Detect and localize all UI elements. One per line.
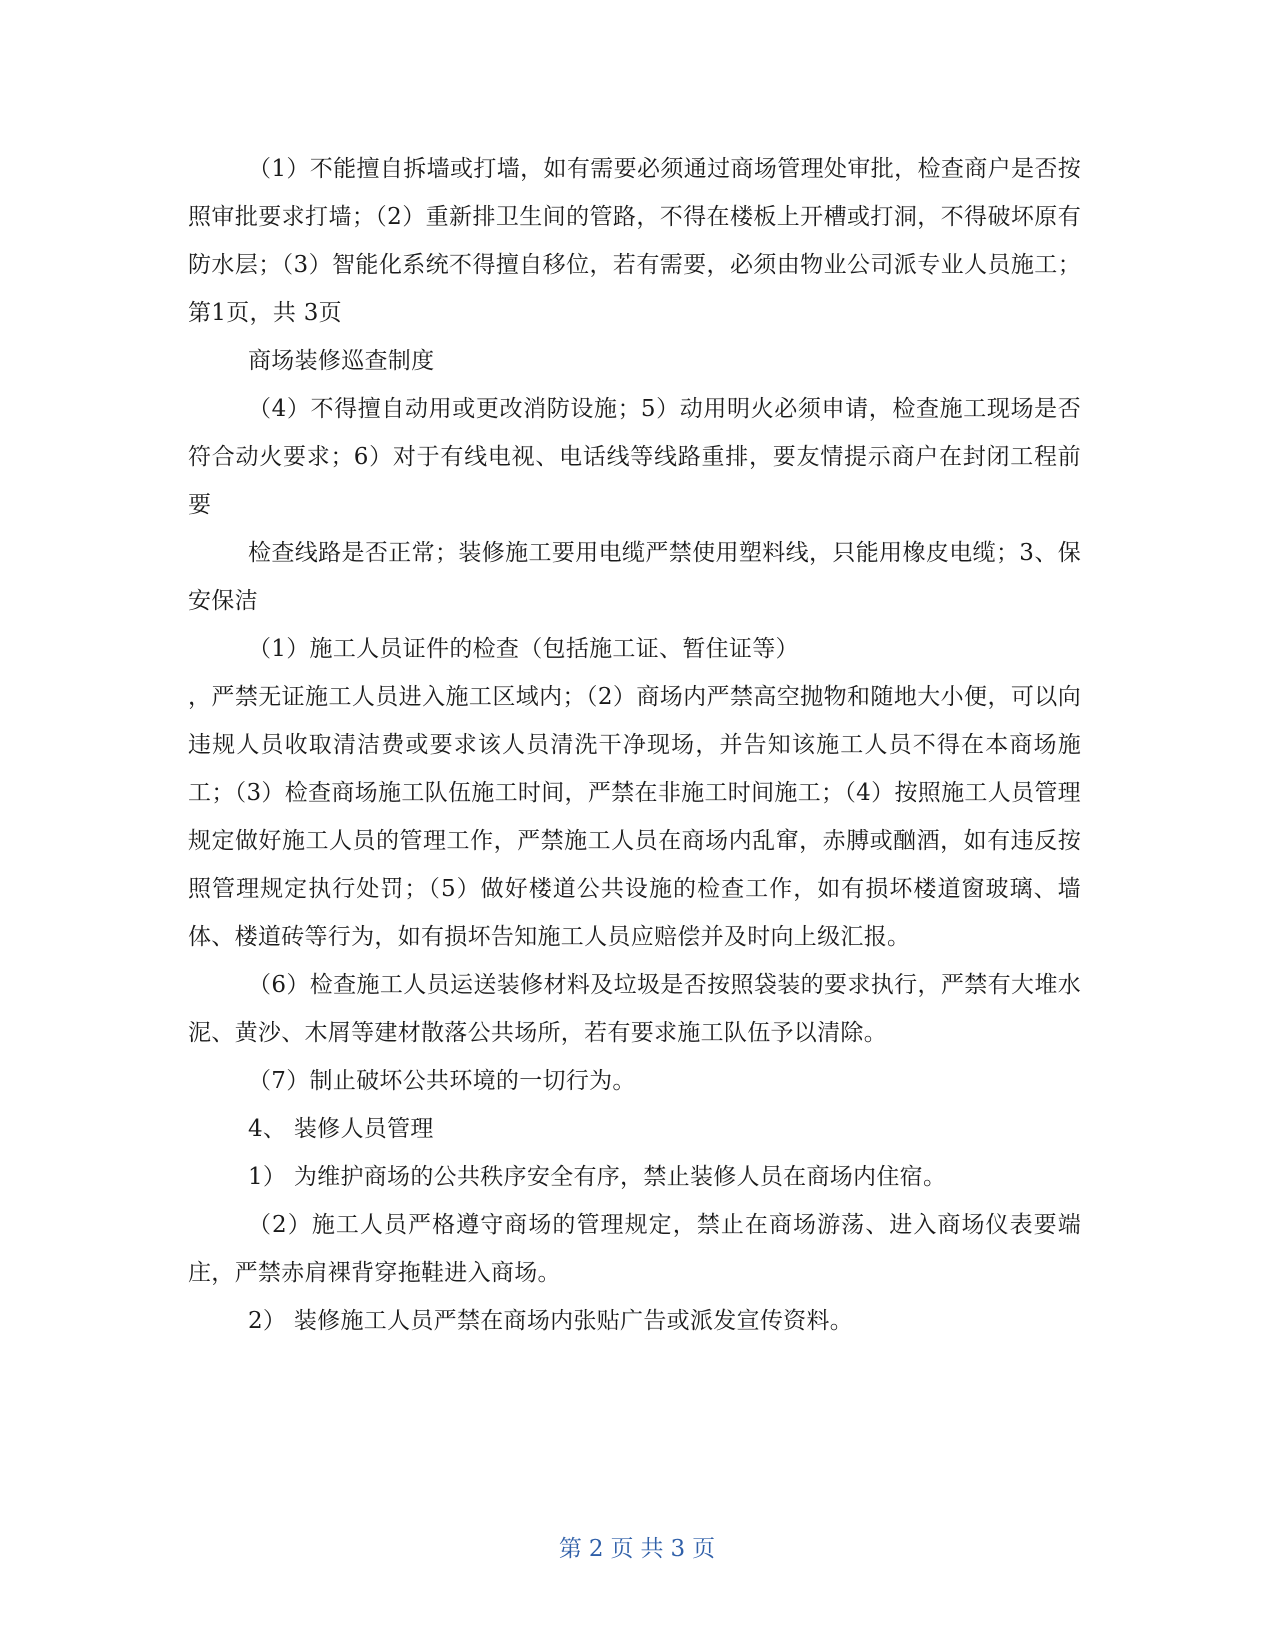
paragraph: 检查线路是否正常；装修施工要用电缆严禁使用塑料线，只能用橡皮电缆；3、保安保洁 bbox=[188, 540, 1081, 614]
section-heading: 商场装修巡查制度 bbox=[248, 348, 435, 374]
paragraph: （6）检查施工人员运送装修材料及垃圾是否按照袋装的要求执行，严禁有大堆水泥、黄沙、木屑等建材散落公共场所，若有要求施工队伍予以清除。 bbox=[188, 972, 1081, 1046]
page-number-footer bbox=[0, 1530, 1275, 1563]
footer-page-label: 页 bbox=[610, 1536, 635, 1562]
footer-total-label: 共 bbox=[640, 1536, 665, 1562]
paragraph: （1）施工人员证件的检查（包括施工证、暂住证等） bbox=[248, 636, 799, 662]
paragraph: 1） 为维护商场的公共秩序安全有序，禁止装修人员在商场内住宿。 bbox=[248, 1164, 947, 1190]
section-heading: 4、 装修人员管理 bbox=[248, 1116, 434, 1142]
paragraph: ，严禁无证施工人员进入施工区域内；（2）商场内严禁高空抛物和随地大小便，可以向违规人员收取清洁费或要求该人员清洗干净现场，并告知该施工人员不得在本商场施工；（3）检查商场施工队伍施工时间，严禁在非施工时间施工；（4）按照施工人员管理规定做好施工人员的管理工作，严禁施工人员在商场内乱窜，赤膊或酗酒，如有违反按照管理规定执行处罚；（5）做好楼道公共设施的检查工作，如有损坏楼道窗玻璃、墙体、楼道砖等行为，如有损坏告知施工人员应赔偿并及时向上级汇报。 bbox=[188, 684, 1081, 950]
paragraph: （1）不能擅自拆墙或打墙，如有需要必须通过商场管理处审批，检查商户是否按照审批要求打墙；（2）重新排卫生间的管路，不得在楼板上开槽或打洞，不得破坏原有防水层；（3）智能化系统不得擅自移位，若有需要，必须由物业公司派专业人员施工；第1页，共 3页 bbox=[188, 156, 1081, 326]
paragraph: 2） 装修施工人员严禁在商场内张贴广告或派发宣传资料。 bbox=[248, 1308, 854, 1334]
footer-suffix: 页 bbox=[692, 1536, 717, 1562]
current-page-number: 2 bbox=[588, 1536, 605, 1562]
footer-prefix: 第 bbox=[558, 1536, 583, 1562]
paragraph: （4）不得擅自动用或更改消防设施；5）动用明火必须申请，检查施工现场是否符合动火要求；6）对于有线电视、电话线等线路重排，要友情提示商户在封闭工程前要 bbox=[188, 396, 1081, 518]
document-body bbox=[188, 145, 1081, 1345]
paragraph: （7）制止破坏公共环境的一切行为。 bbox=[248, 1068, 636, 1094]
total-page-number: 3 bbox=[670, 1536, 687, 1562]
paragraph: （2）施工人员严格遵守商场的管理规定，禁止在商场游荡、进入商场仪表要端庄，严禁赤肩裸背穿拖鞋进入商场。 bbox=[188, 1212, 1081, 1286]
